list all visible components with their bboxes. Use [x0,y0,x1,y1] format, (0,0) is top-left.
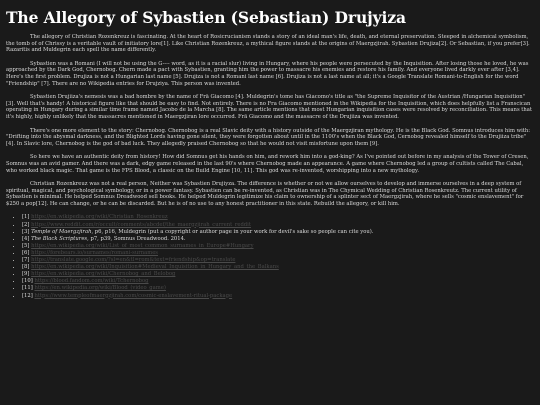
reference-number: [4] [22,235,30,242]
reference-link[interactable]: https://en.wikipedia.org/wiki/Inquisition#Medieval_Inquisition_in_Hungary_and_the_Balkans [31,264,279,271]
paragraph-1: The allegory of Christian Rozenkreuz is fascinating. At the heart of Rosicrucianism stands a story of an ideal man's life, death, and eternal preservation. Steeped in alchemical symbolism, the tomb of of Chrissy is a veritable vault of initiatory lore[1]. Like Christian Rozenkreuz, a mythical figure stands at the origins of Maergzjirah. Sybastien Drujiza[2]. Or Sebastian, if you prefer[3]. Razaritis and Muldegrin each spell the name differently. [6,34,530,54]
reference-list [6,214,534,299]
reference-item [22,222,534,229]
reference-number: [10] [22,278,33,285]
reference-item [22,293,534,300]
reference-link[interactable]: https://en.wikipedia.org/wiki/Chernobog_and_Belobog [31,271,176,278]
reference-link[interactable]: https://blood.fandom.com/wiki/Tchernobog [34,278,149,285]
reference-item [22,257,534,264]
reference-number: [6] [22,249,30,256]
reference-link[interactable]: https://www.reddit.com/r/occult/comments/abcdef/the_maergzjirah_current_reddit [31,221,251,228]
reference-number: [9] [22,271,30,278]
reference-item [22,271,534,278]
reference-link[interactable]: https://en.wikipedia.org/wiki/List_of_most_common_surnames_in_Europe#Hungary [31,242,254,249]
reference-link[interactable]: https://en.wikipedia.org/wiki/Blood_(video_game) [34,285,166,292]
reference-item [22,236,534,243]
reference-number: [7] [22,257,30,264]
reference-item [22,250,534,257]
reference-number: [12] [22,292,33,299]
page-title: The Allegory of Sybastien (Sebastian) Drujyiza [6,8,406,27]
reference-link[interactable]: https://en.wikipedia.org/wiki/Christian_Rosenkreuz [31,214,168,221]
reference-item [22,214,534,221]
reference-number: [8] [22,264,30,271]
reference-title: Temple of Maergzjirah [31,228,92,235]
reference-link[interactable]: https://www.templeofmaergzjirah.com/cosmic-enslavement-ritual-package [34,292,233,299]
reference-number: [11] [22,285,33,292]
reference-title: The Black Scriptures [31,235,88,242]
reference-item [22,229,534,236]
reference-number: [2] [22,221,30,228]
reference-item [22,285,534,292]
reference-text: , p7, p39, Somnus Dreadwood. 2014. [87,235,186,242]
paragraph-2: Sybastien was a Romani (I will not be using the G---- word, as it is a racial slur) living in Hungary, where his people were persecuted by the Inquisition. After losing those he loved, he was approached by the Dark God, Chernobog. Chern made a pact with Sybastien, granting him the power to massacre his enemies and restore his family. And everyone lived darkly ever after [3,4]. Here's the first problem. Drujiza is not a Hungarian last name [5]. Drujiza is not a Romani last name [6]. Drujiza is not a last name at all; it's a Google Translate Romani-to-English for the word "Friendship" [7]. There are no Wikipedia entries for Drujziya. This person was invented. [6,60,529,87]
reference-link[interactable]: https://forebears.io/surnames/romani-surnames [31,249,159,256]
reference-number: [3] [22,228,30,235]
reference-number: [5] [22,242,30,249]
reference-item [22,243,534,250]
reference-link[interactable]: https://translate.google.com/?sl=en&tl=rom&text=friendship&op=translate [31,257,236,264]
paragraph-3: Sybastien Drujiiza's nemesis was a bad hombre by the name of Frä Giacomo [4]. Muldegrin's tome has Giacomo's title as "the Supreme Inquisitor of the Austrian /Hungarian Inquisition" [3]. Well that's handy! A historical figure like that should be easy to find. Not entirely. There is no Fra Giacomo mentioned in the Wikipedia for the Inquisition, which does helpfully list a Franscican operating in Hungary during a similar time frame named Jacobo de la Marcha [8]. The same article mentions that most Hungarian inquisition cases were resolved by reconciliation. This means that it's highly, highly unlikely that the massacres mentioned in Maergzjiran lore occurred. Frä Giacomo and the massacre of the Drujiiza was invented. [6,94,533,120]
reference-text: , p6, p16, Muldegrin (put a copyright or author page in your work for devil's sake so people can cite you). [91,228,374,235]
paragraph-5: So here we have an authentic deity from history! How did Somnus get his hands on him, and rework him into a god-king? As I've pointed out before in my analysis of the Tower of Cresen, Somnus was an avid gamer. And there was a dark, edgy game released in the last 90's where Chernobog made an appearance. A game where Chernobog led a group of cultists called The Cabal, who worked black magic. That game is the FPS Blood, a classic on the Build Engine [10, 11]. This god was re-invented, worshipping into a new mythology. [6,154,529,174]
paragraph-6: Christian Rozenkreuz was not a real person, Neither was Sybastien Drujiyza. The difference is whether or not we allow ourselves to develop and immerse ourselves in a deep system of spiritual, magical, and psychological symbology, or in a power fantasy. Sybastien can be re-invented, as Christian was in The Chymical Wedding of Christian Rosenkreutz. The current utility of Sybastien is minimal. He helped Somnus Dreadwood sell books. He helped Muldegrin legitimize his claim to ownership of a splinter sect of Maergzjirah, where he sells "cosmic enslavement" for $250 a pop[12]. He can change, or he can be discarded. But he is of no use to any honest practitioner in this state. Rebuild the allegory, or kill him. [6,181,524,207]
paragraph-4: There's one more element to the story: Chernobog. Chernobog is a real Slavic deity with a history outside of the Maergzjiran mythology. He is the Black God. Somnus introduces him with: "Drifting into the abysmal darkness, and the Blighted Lords having gone silent, they were forgotten about until in the 1100's when the Black God, Cernobog revealed himself to the Drujiiza tribe" [4]. In Slavic lore, Chernobog is the god of bad luck. They allegedly praised Chernobog so that he would not visit misfortune upon them [9]. [6,127,531,147]
reference-number: [1] [22,214,30,221]
reference-item [22,264,534,271]
